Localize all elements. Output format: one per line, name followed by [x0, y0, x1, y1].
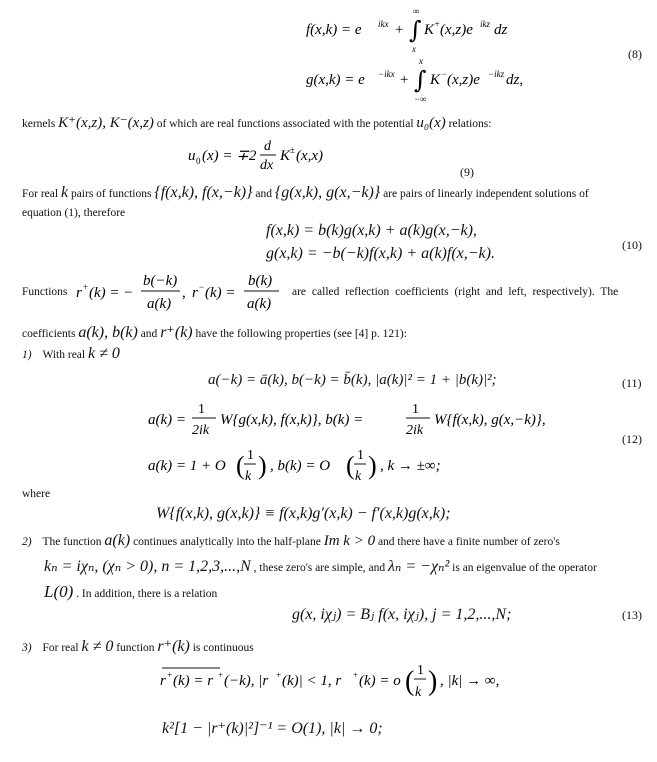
svg-text:+: + [434, 19, 441, 29]
svg-text:(k) = o: (k) = o [359, 673, 401, 689]
svg-text:(x,x): (x,x) [296, 148, 324, 164]
equation-10-number: (10) [622, 238, 642, 252]
svg-text:+: + [399, 72, 410, 88]
svg-text:1: 1 [412, 402, 419, 417]
kernels-math: K⁺(x,z), K⁻(x,z) [58, 115, 154, 131]
svg-text:): ) [368, 451, 377, 480]
svg-text:,: , [182, 285, 186, 301]
svg-text:2ik: 2ik [192, 423, 210, 438]
item-3-r: r⁺(k) [157, 638, 190, 655]
item-2-kn: kₙ = iχₙ, (χₙ > 0), n = 1,2,3,...,N [44, 558, 251, 575]
svg-text:W{f(x,k), g(x,−k)},: W{f(x,k), g(x,−k)}, [434, 412, 546, 428]
equation-8-line-1 [306, 6, 516, 61]
kernels-text-c: relations: [448, 118, 492, 130]
wronskian: W{f(x,k), g(x,k)} ≡ f(x,k)g′(x,k) − f′(x,k)g(x,k); [156, 505, 451, 522]
equation-8-line-2 [306, 56, 536, 111]
item-3-number: 3) [22, 642, 32, 654]
item-2-line-2 [44, 556, 597, 576]
kernels-text-b: of which are real functions associated with the potential [156, 118, 414, 130]
equation-8-number: (8) [628, 47, 642, 61]
svg-text:1: 1 [417, 663, 424, 678]
svg-text:1: 1 [357, 448, 364, 463]
svg-text:(: ( [236, 451, 245, 480]
svg-text:(k) = r: (k) = r [173, 673, 214, 689]
item-2-L0: L(0) [44, 582, 74, 601]
svg-text:+: + [83, 282, 89, 292]
item-2-number: 2) [22, 536, 32, 548]
paragraph-real-k [22, 184, 589, 202]
svg-text:1: 1 [198, 402, 205, 417]
svg-text:k: k [415, 685, 422, 700]
svg-text:a(k): a(k) [247, 296, 272, 312]
svg-text:(−k), |r: (−k), |r [224, 673, 269, 689]
equation-14-line-2: k²[1 − |r⁺(k)|²]⁻¹ = O(1), |k| → 0; [162, 720, 383, 737]
svg-text:0: 0 [196, 156, 201, 166]
svg-text:): ) [258, 451, 267, 480]
svg-text:d: d [264, 139, 271, 154]
where-text: where [22, 488, 51, 500]
svg-text:K: K [430, 72, 441, 88]
svg-text:dz,: dz, [506, 72, 524, 88]
svg-text:−: − [441, 69, 448, 79]
svg-text:2ik: 2ik [406, 423, 424, 438]
svg-text:+: + [276, 670, 282, 680]
svg-text:ikx: ikx [378, 19, 389, 29]
item-1-cond: k ≠ 0 [88, 345, 120, 362]
reflection-text: are called reflection coefficients (right and left, respectively). The [292, 286, 619, 298]
coeff-and: and [140, 328, 158, 340]
kernels-u0: u₀(x) [416, 115, 446, 131]
svg-text:r: r [160, 673, 166, 689]
para-real-k-c: and [255, 188, 272, 200]
svg-text:+: + [167, 670, 173, 680]
item-1 [22, 345, 120, 363]
coeff-math: a(k), b(k) [78, 324, 138, 341]
equation-13: g(x, iχⱼ) = Bⱼ f(x, iχⱼ), j = 1,2,...,N; [292, 606, 512, 623]
equation-10-line-1: f(x,k) = b(k)g(x,k) + a(k)g(x,−k), [266, 222, 477, 239]
var-k: k [60, 184, 69, 201]
svg-text:1: 1 [247, 448, 254, 463]
equation-14-line-1-render [160, 658, 520, 704]
item-2-line-1 [22, 532, 560, 550]
equation-12-line-1-render [148, 400, 578, 442]
svg-text:W{g(x,k), f(x,k)}, b(k) =: W{g(x,k), f(x,k)}, b(k) = [220, 412, 364, 428]
item-2-line-3 [44, 582, 217, 602]
para-real-k-b: pairs of functions [70, 188, 152, 200]
equation-12-line-1 [148, 400, 578, 447]
svg-text:(: ( [346, 451, 355, 480]
svg-text:(k)| < 1, r: (k)| < 1, r [282, 673, 342, 689]
svg-text:+: + [218, 670, 224, 680]
svg-text:g(x,k) = e: g(x,k) = e [306, 72, 365, 88]
coeff-text-b: have the following properties (see [4] p. 121): [195, 328, 407, 340]
coeff-rplus: r⁺(k) [160, 324, 193, 341]
svg-text:−ikx: −ikx [378, 69, 395, 79]
svg-text:dz: dz [494, 22, 508, 38]
svg-text:b(k): b(k) [248, 273, 273, 289]
item-3-k: k ≠ 0 [81, 638, 114, 655]
svg-text:u: u [188, 148, 196, 164]
svg-text:K: K [280, 148, 291, 164]
equation-11: a(−k) = ā(k), b(−k) = b̄(k), |a(k)|² = 1 + |b(k)|²; [208, 372, 497, 388]
svg-text:∫: ∫ [409, 16, 422, 44]
item-2-a: The function [42, 536, 102, 548]
svg-text:−: − [199, 282, 205, 292]
item-2-c: and there have a finite number of zero's [377, 536, 560, 548]
item-1-number: 1) [22, 349, 32, 361]
item-2-d: , these zero's are simple, and [253, 562, 386, 574]
equation-10-line-2: g(x,k) = −b(−k)f(x,k) + a(k)f(x,−k). [266, 245, 495, 262]
coeff-text-a: coefficients [22, 328, 76, 340]
item-3-a: For real [42, 642, 79, 654]
kernels-text-a: kernels [22, 118, 56, 130]
svg-text:, b(k) = O: , b(k) = O [270, 458, 331, 474]
item-2-e: is an eigenvalue of the operator [452, 562, 597, 574]
item-3-c: is continuous [192, 642, 254, 654]
item-2-b: continues analytically into the half-plane [133, 536, 321, 548]
equation-12-line-2-render [148, 446, 478, 488]
set-f: {f(x,k), f(x,−k)} [154, 184, 253, 201]
item-2-f: . In addition, there is a relation [76, 588, 218, 600]
equation-9 [188, 136, 348, 183]
r-definitions [76, 270, 286, 319]
svg-text:+: + [353, 670, 359, 680]
r-definitions-render [76, 270, 286, 314]
svg-text:(x) = ∓2: (x) = ∓2 [202, 148, 257, 164]
svg-text:K: K [424, 22, 435, 38]
equation-11-number: (11) [622, 376, 642, 390]
svg-text:a(k) =: a(k) = [148, 412, 187, 428]
equation-12-line-2 [148, 446, 478, 493]
svg-text:): ) [428, 666, 438, 697]
svg-text:k: k [355, 469, 362, 484]
para-real-k-d: are pairs of linearly independent solutions of [383, 188, 589, 200]
para-real-k-a: For real [22, 188, 59, 200]
equation-9-number: (9) [460, 165, 474, 179]
item-3 [22, 636, 254, 656]
svg-text:, k → ±∞;: , k → ±∞; [380, 458, 441, 474]
svg-text:a(k) = 1 + O: a(k) = 1 + O [148, 458, 226, 474]
svg-text:dx: dx [260, 158, 274, 173]
svg-text:(k) =: (k) = [205, 285, 236, 301]
svg-text:∫: ∫ [414, 66, 427, 94]
coefficients-line [22, 322, 407, 342]
svg-text:r: r [192, 285, 198, 301]
svg-text:(k) = −: (k) = − [89, 285, 134, 301]
svg-text:x: x [412, 44, 416, 54]
svg-text:, |k| → ∞,: , |k| → ∞, [440, 673, 500, 689]
item-1-text: With real [42, 349, 86, 361]
equation-14-line-1 [160, 658, 520, 709]
equation-9-render [188, 136, 348, 178]
equation-12-number: (12) [622, 432, 642, 446]
svg-text:(: ( [405, 666, 415, 697]
svg-text:k: k [245, 469, 252, 484]
para-real-k-e: equation (1), therefore [22, 207, 126, 219]
item-2-lambda: λₙ = −χₙ² [387, 558, 450, 575]
equation-8-line-1-render [306, 6, 516, 56]
svg-text:+: + [394, 22, 405, 38]
equation-8-line-2-render [306, 56, 536, 106]
equation-13-number: (13) [622, 608, 642, 622]
svg-text:ikz: ikz [480, 19, 490, 29]
svg-text:±: ± [290, 145, 295, 155]
item-3-b: function [116, 642, 155, 654]
svg-text:∞: ∞ [413, 6, 420, 16]
svg-text:−∞: −∞ [414, 94, 427, 104]
functions-text: Functions [22, 286, 68, 298]
kernels-line [22, 113, 491, 132]
item-2-ak: a(k) [104, 532, 131, 549]
svg-text:(x,z)e: (x,z)e [440, 22, 473, 38]
svg-text:a(k): a(k) [147, 296, 172, 312]
set-g: {g(x,k), g(x,−k)} [274, 184, 381, 201]
svg-text:f(x,k) = e: f(x,k) = e [306, 22, 362, 38]
svg-text:r: r [76, 285, 82, 301]
svg-text:b(−k): b(−k) [143, 273, 178, 289]
svg-text:x: x [419, 56, 423, 66]
svg-text:(x,z)e: (x,z)e [447, 72, 480, 88]
svg-text:−ikz: −ikz [488, 69, 505, 79]
item-2-im: Im k > 0 [323, 533, 376, 549]
